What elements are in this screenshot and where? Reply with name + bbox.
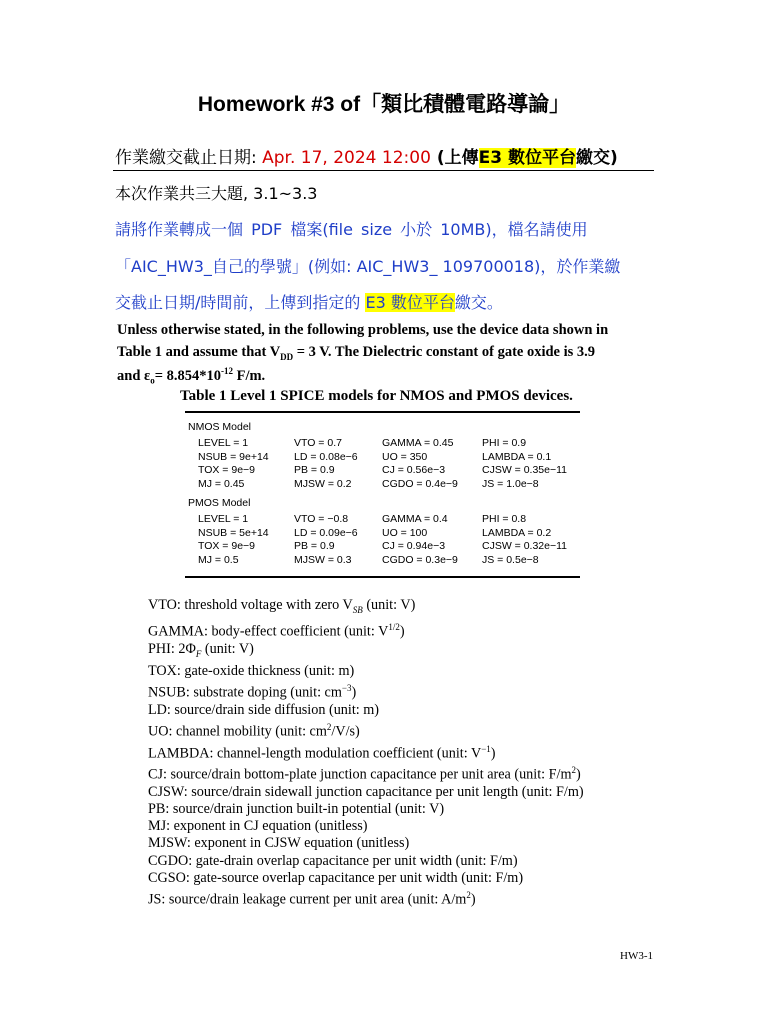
def-js [148,887,584,909]
def-text: ) [576,767,581,784]
pmos-param-cell: TOX = 9e−9 [198,540,256,553]
def-sub: SB [352,604,363,615]
page-number: HW3-1 [620,950,653,962]
def-mjsw: MJSW: exponent in CJSW equation (unitless) [148,835,410,852]
pmos-param-cell: VTO = −0.8 [294,513,349,525]
page-title: Homework #3 of「類比積體電路導論」 [197,93,571,116]
def-sup: −3 [341,682,352,693]
pmos-param-cell: MJ = 0.5 [198,553,239,566]
nmos-param-cell: CJ = 0.56e−3 [382,464,446,477]
def-mj: MJ: exponent in CJ equation (unitless) [148,818,368,835]
header-divider [113,170,654,171]
problem-note-sub: o [150,375,155,386]
def-pb: PB: source/drain junction built-in potential (unit: V) [148,801,445,818]
def-text: GAMMA: body-effect coefficient (unit: V [148,623,389,640]
problem-note-sub: DD [280,351,294,362]
nmos-param-cell: NSUB = 9e+14 [198,450,269,463]
nmos-param-cell: LAMBDA = 0.1 [482,450,552,463]
problem-note-text: = 8.854*10 [154,367,221,384]
pmos-param-cell: CGDO = 0.3e−9 [382,553,458,566]
instruction-line-2: 「AIC_HW3_自己的學號」(例如: AIC_HW3_ 109700018)，於作業繳 [115,257,621,276]
table-caption: Table 1 Level 1 SPICE models for NMOS and PMOS devices. [180,388,573,404]
nmos-param-cell: CJSW = 0.35e−11 [482,464,568,477]
table-top-rule [185,411,580,413]
def-text: NSUB: substrate doping (unit: cm [148,684,342,701]
instruction-line-1: 請將作業轉成一個 PDF 檔案(file size 小於 10MB)，檔名請使用 [115,220,588,239]
pmos-param-cell: NSUB = 5e+14 [198,526,269,539]
problem-note-text: Table 1 and assume that V [117,344,281,360]
def-text: PHI: 2Φ [148,640,196,657]
def-sup: 1/2 [388,621,400,632]
pmos-param-cell: CJSW = 0.32e−11 [482,540,568,553]
def-nsub [148,680,584,702]
nmos-param-cell: LEVEL = 1 [198,437,249,449]
instruction-line-3 [115,290,655,313]
def-tox: TOX: gate-oxide thickness (unit: m) [148,662,355,679]
nmos-param-cell: JS = 1.0e−8 [482,477,539,490]
problem-note-text: = 3 V. The Dielectric constant of gate oxide is 3.9 [293,344,596,360]
def-text: VTO: threshold voltage with zero V [148,597,353,613]
table-bottom-rule [185,576,580,578]
problem-note-sup: -12 [220,366,233,376]
nmos-param-cell: CGDO = 0.4e−9 [382,477,458,490]
def-text: ) [490,745,496,762]
instruction-line-3-text: 交截止日期/時間前，上傳到指定的 [115,293,366,312]
def-uo [148,719,584,741]
problem-note-text: and ε [117,367,151,384]
def-vto [148,597,584,619]
def-cj [148,762,584,784]
pmos-param-cell: PHI = 0.8 [482,513,527,525]
def-sub: F [195,648,202,659]
def-text: (unit: V) [362,597,416,613]
def-cgdo: CGDO: gate-drain overlap capacitance per unit width (unit: F/m) [148,852,518,869]
problem-note-line-1: Unless otherwise stated, in the following problems, use the device data shown in [117,322,609,338]
def-cgso: CGSO: gate-source overlap capacitance per unit width (unit: F/m) [148,869,524,886]
assignment-count: 本次作業共三大題, 3.1~3.3 [115,184,318,203]
instruction-line-3-end: 繳交。 [454,293,503,312]
problem-note-text: F/m. [232,367,266,384]
instruction-platform: E3 數位平台 [365,293,455,312]
def-text: LAMBDA: channel-length modulation coefficient (unit: V [148,745,482,762]
parameter-definitions [148,597,584,909]
deadline-paren-open: (上傳 [430,148,479,168]
def-lambda [148,741,584,763]
def-text: JS: source/drain leakage current per unit area (unit: A/m [148,891,467,908]
def-text: (unit: V) [201,640,254,657]
deadline-platform: E3 數位平台 [478,148,576,168]
def-cjsw: CJSW: source/drain sidewall junction capacitance per unit length (unit: F/m) [148,784,584,801]
pmos-param-cell: GAMMA = 0.4 [382,513,448,525]
def-text: /V/s) [331,723,360,740]
pmos-param-cell: LEVEL = 1 [198,513,249,525]
def-phi [148,641,584,663]
def-sup: 2 [571,765,577,776]
def-text: ) [470,891,476,908]
problem-note-line-3 [117,366,657,386]
def-sup: 2 [466,889,471,900]
def-gamma [148,619,584,641]
nmos-param-cell: TOX = 9e−9 [198,464,256,477]
pmos-param-cell: UO = 100 [382,526,428,539]
def-text: ) [351,684,357,701]
pmos-model-label: PMOS Model [188,497,251,509]
def-text: UO: channel mobility (unit: cm [148,723,327,740]
def-text: CJ: source/drain bottom-plate junction capacitance per unit area (unit: F/m [148,767,572,784]
nmos-param-cell: MJ = 0.45 [198,477,245,490]
deadline-date: Apr. 17, 2024 12:00 [262,148,431,168]
pmos-param-cell: CJ = 0.94e−3 [382,540,446,553]
pmos-param-cell: LD = 0.09e−6 [294,526,358,539]
def-ld: LD: source/drain side diffusion (unit: m) [148,701,380,718]
nmos-param-cell: MJSW = 0.2 [294,477,352,490]
nmos-param-cell: GAMMA = 0.45 [382,437,454,449]
nmos-param-cell: UO = 350 [382,450,428,463]
pmos-param-cell: LAMBDA = 0.2 [482,526,552,539]
nmos-model-label: NMOS Model [188,421,252,433]
nmos-param-cell: PHI = 0.9 [482,437,527,449]
pmos-param-cell: PB = 0.9 [294,540,335,553]
deadline-line [115,143,618,168]
nmos-param-cell: PB = 0.9 [294,464,335,477]
problem-note-line-2 [117,344,657,362]
pmos-param-cell: JS = 0.5e−8 [482,553,539,566]
def-sup: 2 [326,721,332,732]
deadline-paren-close: 繳交) [575,148,618,168]
def-text: ) [399,623,405,640]
nmos-param-cell: VTO = 0.7 [294,437,342,449]
pmos-param-cell: MJSW = 0.3 [294,553,352,566]
def-sup: −1 [481,743,491,754]
nmos-param-cell: LD = 0.08e−6 [294,450,358,463]
deadline-label: 作業繳交截止日期: [115,148,263,168]
